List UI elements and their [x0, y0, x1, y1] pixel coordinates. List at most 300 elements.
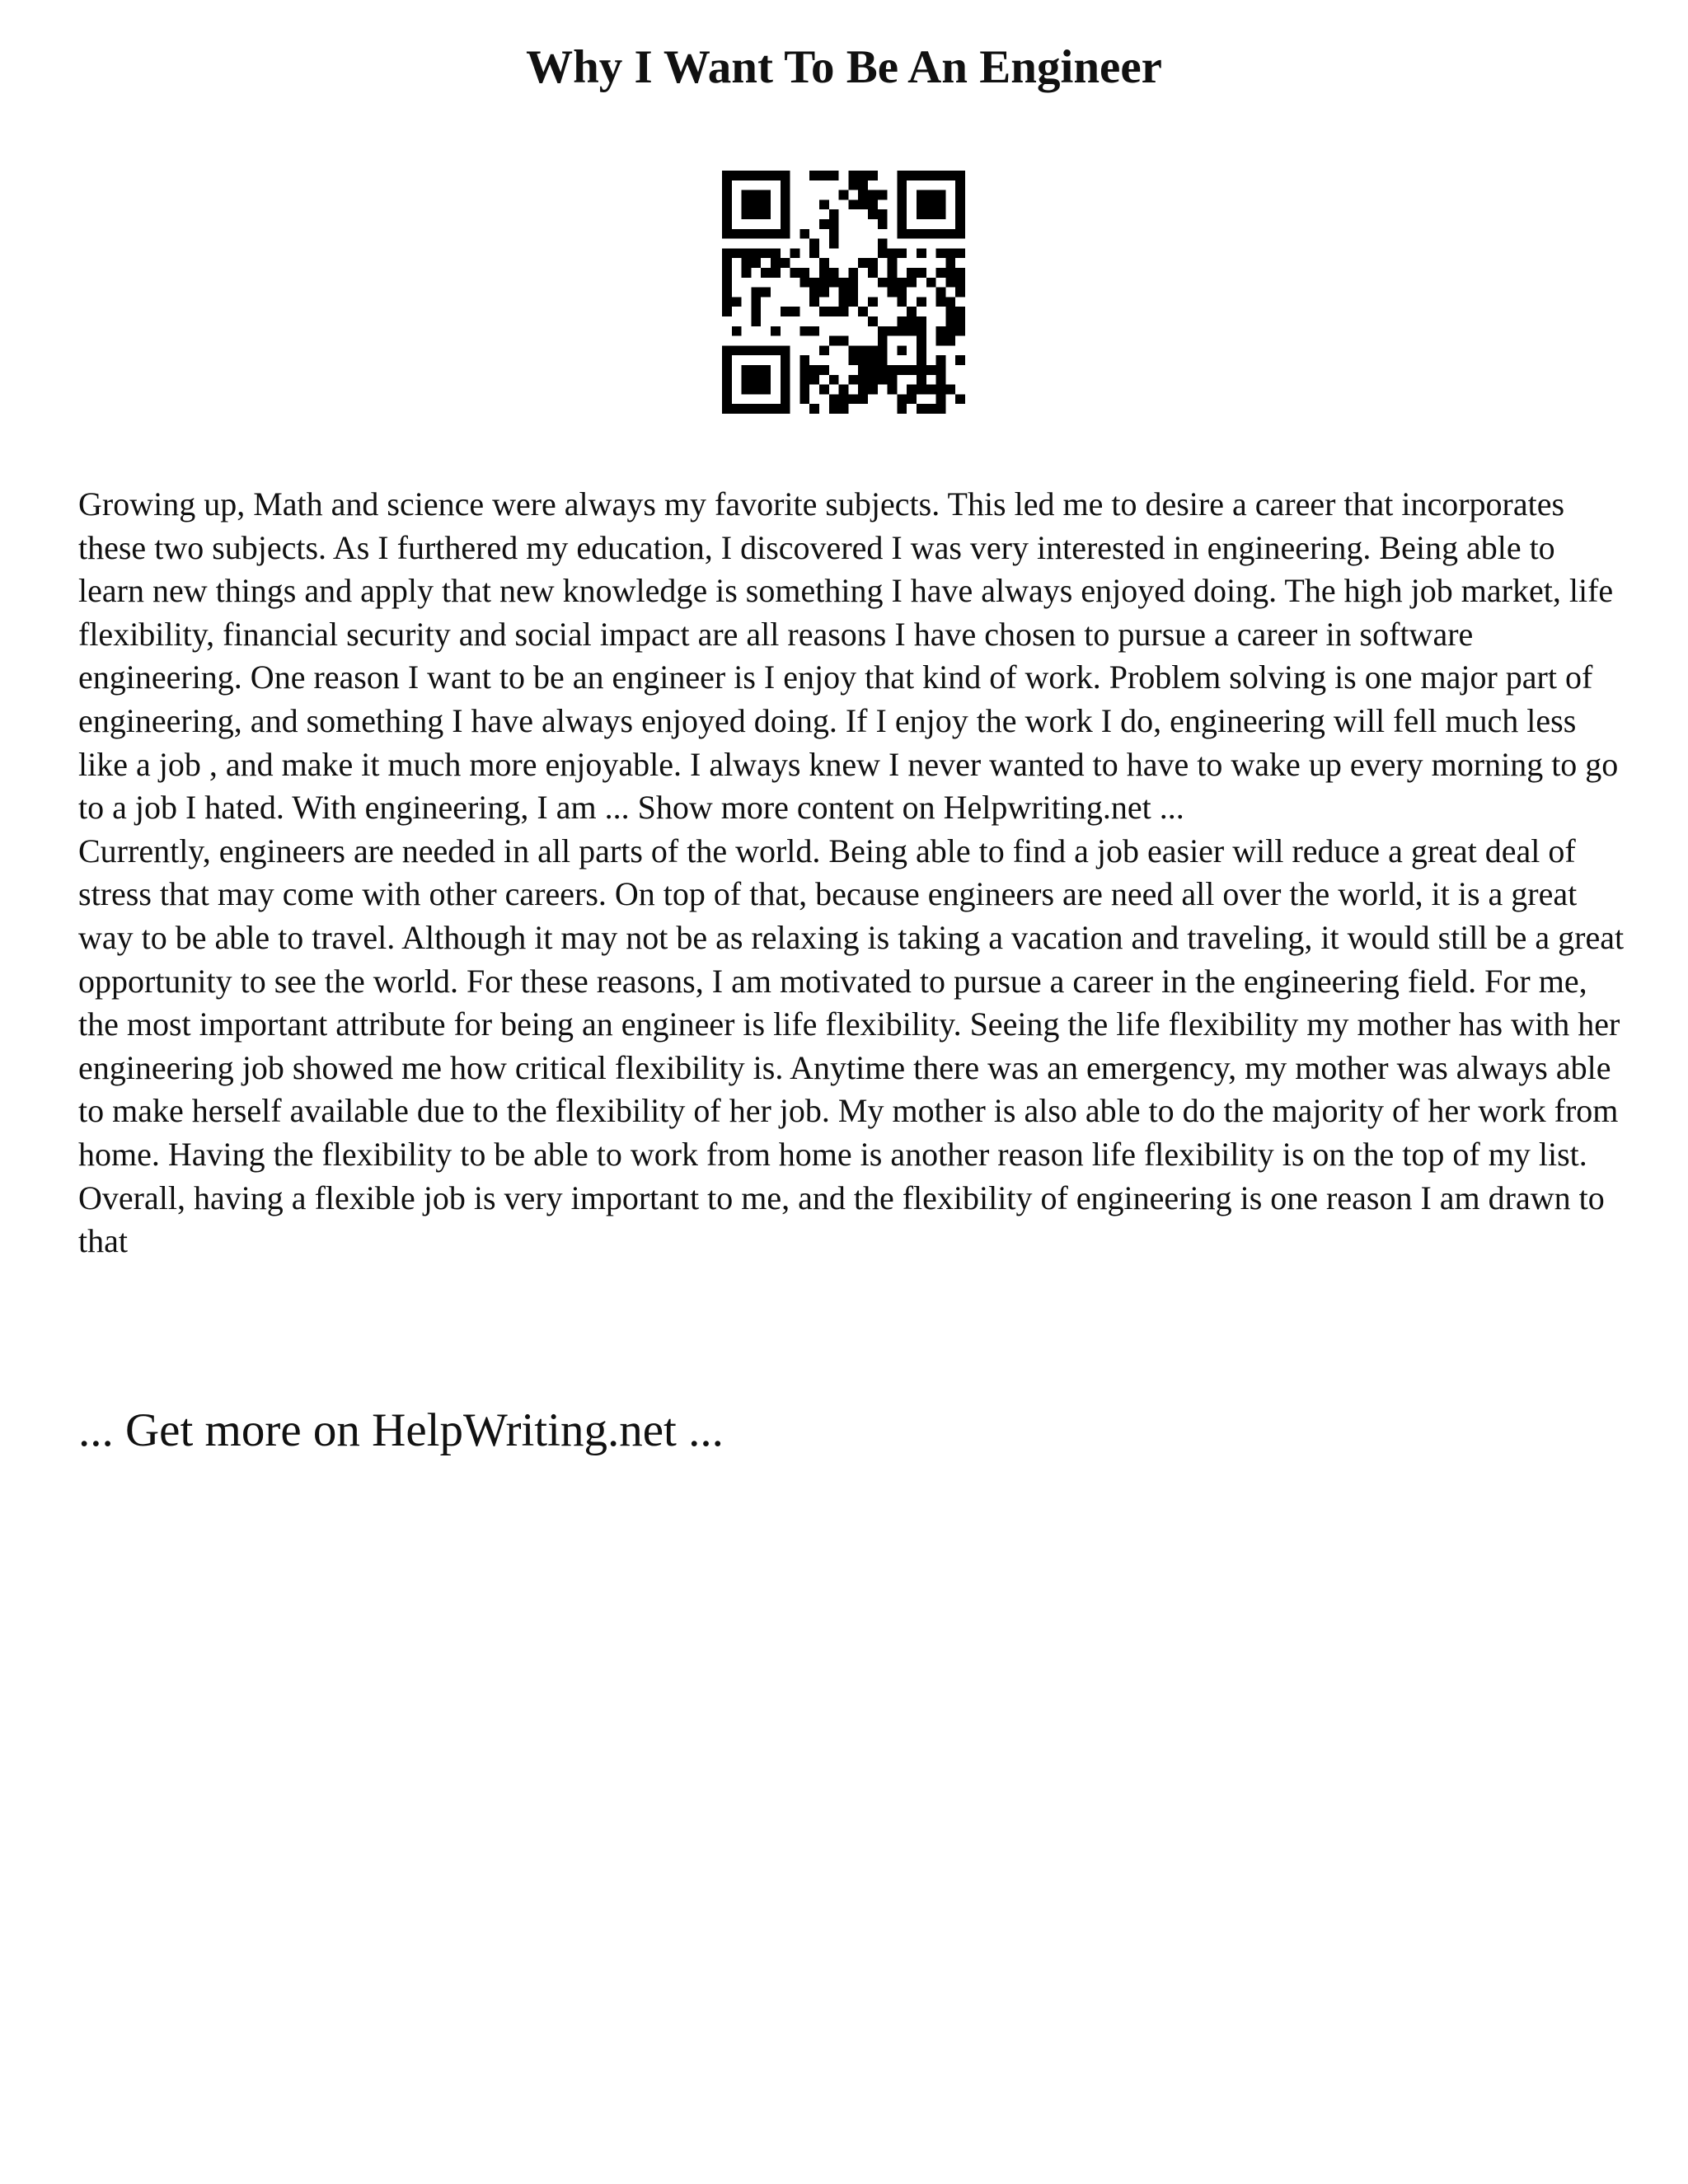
qr-module — [839, 297, 849, 307]
qr-module — [829, 375, 839, 385]
qr-module — [917, 190, 926, 200]
qr-module — [848, 278, 858, 288]
qr-module — [799, 385, 809, 395]
qr-module — [809, 239, 819, 249]
qr-module — [868, 297, 878, 307]
qr-module — [936, 297, 946, 307]
qr-module — [848, 180, 858, 190]
qr-module — [771, 248, 781, 258]
qr-module — [945, 307, 955, 316]
qr-module — [799, 268, 809, 278]
qr-module — [917, 355, 926, 365]
qr-module — [897, 326, 907, 336]
qr-module — [897, 345, 907, 355]
qr-module — [926, 171, 936, 180]
qr-module — [888, 268, 898, 278]
qr-module — [799, 394, 809, 404]
qr-module — [955, 209, 965, 219]
qr-module — [897, 297, 907, 307]
qr-module — [945, 258, 955, 268]
qr-module — [722, 171, 732, 180]
qr-module — [868, 258, 878, 268]
qr-module — [945, 336, 955, 346]
qr-module — [722, 248, 732, 258]
qr-module — [771, 326, 781, 336]
qr-module — [897, 219, 907, 229]
qr-module — [819, 307, 829, 316]
qr-module — [790, 268, 800, 278]
qr-module — [742, 199, 752, 209]
qr-module — [809, 326, 819, 336]
qr-module — [722, 209, 732, 219]
qr-module — [722, 258, 732, 268]
qr-module — [878, 190, 888, 200]
qr-module — [917, 297, 926, 307]
qr-module — [868, 209, 878, 219]
qr-module — [722, 375, 732, 385]
qr-module — [722, 297, 732, 307]
qr-module — [819, 268, 829, 278]
paragraph-2: Currently, engineers are needed in all parts of the world. Being able to find a job easier will reduce a great deal of stress that may come with other careers. On top of that, because engineers are need all over the world, it is a great way to be able to travel. Although it may not be as relaxing is taking a vacation and traveling, it would still be a great opportunity to see the world. For these reasons, I am motivated to pursue a career in the engineering field. For me, the most important attribute for being an engineer is life flexibility. Seeing the life flexibility my mother has with her engineering job showed me how critical flexibility is. Anytime there was an emergency, my mother was always able to make herself available due to the flexibility of her job. My mother is also able to do the majority of her work from home. Having the flexibility to be able to work from home is another reason life flexibility is on the top of my list. Overall, having a flexible job is very important to me, and the flexibility of engineering is one reason I am drawn to that — [78, 832, 1625, 1260]
qr-module — [907, 394, 917, 404]
qr-module — [858, 190, 868, 200]
qr-module — [878, 219, 888, 229]
qr-module — [751, 190, 761, 200]
qr-module — [936, 209, 946, 219]
qr-module — [955, 316, 965, 326]
qr-module — [771, 345, 781, 355]
qr-module — [732, 171, 742, 180]
qr-module — [936, 375, 946, 385]
qr-module — [936, 355, 946, 365]
qr-module — [878, 326, 888, 336]
qr-module — [751, 307, 761, 316]
qr-module — [809, 297, 819, 307]
qr-module — [897, 248, 907, 258]
qr-module — [955, 268, 965, 278]
qr-module — [917, 199, 926, 209]
qr-module — [858, 258, 868, 268]
qr-module — [809, 288, 819, 298]
qr-module — [781, 171, 790, 180]
qr-module — [878, 278, 888, 288]
qr-module — [897, 394, 907, 404]
qr-module — [799, 355, 809, 365]
qr-module — [936, 385, 946, 395]
qr-module — [868, 375, 878, 385]
qr-module — [799, 365, 809, 375]
qr-module — [722, 355, 732, 365]
qr-module — [858, 199, 868, 209]
qr-module — [751, 297, 761, 307]
qr-module — [829, 171, 839, 180]
qr-module — [848, 171, 858, 180]
qr-module — [907, 278, 917, 288]
qr-module — [858, 385, 868, 395]
qr-module — [888, 248, 898, 258]
qr-module — [722, 190, 732, 200]
qr-module — [936, 190, 946, 200]
qr-module — [722, 199, 732, 209]
qr-module — [868, 345, 878, 355]
qr-module — [722, 385, 732, 395]
qr-module — [761, 288, 771, 298]
qr-module — [897, 278, 907, 288]
qr-module — [926, 199, 936, 209]
qr-module — [781, 190, 790, 200]
qr-module — [955, 199, 965, 209]
qr-module — [732, 297, 742, 307]
qr-module — [790, 307, 800, 316]
qr-module — [799, 326, 809, 336]
qr-module — [742, 365, 752, 375]
qr-module — [781, 258, 790, 268]
qr-module — [771, 268, 781, 278]
qr-module — [897, 190, 907, 200]
qr-module — [897, 365, 907, 375]
qr-module — [917, 268, 926, 278]
qr-module — [819, 278, 829, 288]
get-more-link[interactable]: ... Get more on HelpWriting.net ... — [78, 1404, 724, 1456]
qr-module — [878, 239, 888, 249]
qr-module — [926, 365, 936, 375]
qr-module — [722, 307, 732, 316]
qr-module — [907, 365, 917, 375]
qr-module — [819, 288, 829, 298]
qr-module — [858, 180, 868, 190]
qr-module — [839, 394, 849, 404]
qr-module — [839, 385, 849, 395]
qr-module — [917, 171, 926, 180]
qr-module — [897, 404, 907, 414]
qr-module — [878, 209, 888, 219]
qr-module — [742, 268, 752, 278]
qr-module — [945, 297, 955, 307]
qr-module — [839, 288, 849, 298]
qr-module — [819, 345, 829, 355]
qr-module — [761, 199, 771, 209]
qr-module — [819, 365, 829, 375]
qr-module — [945, 278, 955, 288]
qr-module — [819, 219, 829, 229]
qr-module — [926, 209, 936, 219]
qr-module — [917, 326, 926, 336]
qr-module — [868, 171, 878, 180]
qr-module — [809, 375, 819, 385]
qr-module — [936, 326, 946, 336]
qr-code-icon — [722, 171, 965, 414]
qr-module — [742, 209, 752, 219]
qr-module — [732, 404, 742, 414]
qr-module — [917, 229, 926, 239]
qr-module — [926, 190, 936, 200]
qr-module — [955, 278, 965, 288]
qr-module — [945, 248, 955, 258]
qr-module — [781, 365, 790, 375]
qr-module — [751, 209, 761, 219]
qr-module — [761, 385, 771, 395]
qr-module — [809, 278, 819, 288]
qr-module — [858, 345, 868, 355]
qr-module — [907, 307, 917, 316]
qr-module — [907, 229, 917, 239]
qr-module — [751, 171, 761, 180]
qr-module — [742, 190, 752, 200]
qr-module — [751, 345, 761, 355]
qr-module — [732, 345, 742, 355]
qr-module — [848, 297, 858, 307]
qr-module — [809, 404, 819, 414]
qr-module — [781, 375, 790, 385]
qr-module — [722, 394, 732, 404]
qr-module — [819, 199, 829, 209]
qr-module — [907, 385, 917, 395]
qr-module — [829, 209, 839, 219]
qr-module — [888, 278, 898, 288]
qr-module — [945, 316, 955, 326]
qr-module — [888, 326, 898, 336]
qr-module — [751, 316, 761, 326]
qr-module — [955, 190, 965, 200]
qr-module — [799, 229, 809, 239]
qr-module — [761, 404, 771, 414]
qr-module — [781, 385, 790, 395]
qr-module — [751, 404, 761, 414]
qr-module — [751, 258, 761, 268]
qr-module — [945, 385, 955, 395]
qr-module — [955, 394, 965, 404]
qr-module — [907, 268, 917, 278]
qr-module — [848, 199, 858, 209]
qr-module — [936, 288, 946, 298]
qr-module — [917, 385, 926, 395]
qr-module — [868, 268, 878, 278]
qr-module — [781, 355, 790, 365]
qr-module — [761, 375, 771, 385]
qr-module — [722, 288, 732, 298]
qr-module — [839, 307, 849, 316]
qr-module — [751, 199, 761, 209]
qr-module — [917, 209, 926, 219]
qr-module — [848, 268, 858, 278]
qr-module — [742, 248, 752, 258]
qr-module — [829, 404, 839, 414]
qr-module — [897, 229, 907, 239]
qr-module — [761, 365, 771, 375]
qr-module — [868, 385, 878, 395]
qr-module — [839, 404, 849, 414]
qr-module — [829, 268, 839, 278]
qr-module — [907, 316, 917, 326]
qr-module — [761, 345, 771, 355]
qr-module — [751, 248, 761, 258]
qr-module — [848, 288, 858, 298]
page-title: Why I Want To Be An Engineer — [526, 41, 1162, 93]
qr-module — [878, 345, 888, 355]
qr-module — [936, 336, 946, 346]
qr-module — [878, 248, 888, 258]
qr-module — [917, 404, 926, 414]
qr-module — [761, 229, 771, 239]
qr-module — [761, 248, 771, 258]
qr-module — [936, 171, 946, 180]
qr-module — [897, 180, 907, 190]
qr-module — [742, 258, 752, 268]
qr-module — [955, 355, 965, 365]
qr-module — [868, 199, 878, 209]
qr-module — [771, 404, 781, 414]
qr-module — [742, 229, 752, 239]
qr-module — [829, 229, 839, 239]
qr-module — [722, 278, 732, 288]
qr-module — [917, 248, 926, 258]
qr-module — [936, 404, 946, 414]
qr-module — [781, 229, 790, 239]
qr-module — [955, 288, 965, 298]
qr-module — [917, 345, 926, 355]
qr-module — [936, 248, 946, 258]
qr-module — [848, 375, 858, 385]
qr-module — [917, 336, 926, 346]
qr-module — [945, 171, 955, 180]
qr-module — [781, 307, 790, 316]
qr-module — [742, 385, 752, 395]
qr-module — [732, 229, 742, 239]
qr-module — [868, 365, 878, 375]
qr-module — [858, 355, 868, 365]
qr-module — [897, 316, 907, 326]
qr-module — [955, 171, 965, 180]
qr-module — [781, 404, 790, 414]
qr-module — [722, 180, 732, 190]
qr-module — [781, 345, 790, 355]
qr-module — [809, 248, 819, 258]
qr-module — [732, 326, 742, 336]
qr-module — [888, 365, 898, 375]
qr-module — [829, 394, 839, 404]
qr-module — [829, 307, 839, 316]
qr-module — [955, 326, 965, 336]
qr-module — [722, 219, 732, 229]
qr-module — [809, 171, 819, 180]
qr-module — [819, 385, 829, 395]
qr-module — [878, 355, 888, 365]
qr-module — [858, 307, 868, 316]
qr-module — [742, 404, 752, 414]
qr-module — [781, 219, 790, 229]
qr-module — [848, 345, 858, 355]
qr-module — [761, 171, 771, 180]
qr-module — [781, 209, 790, 219]
qr-module — [936, 394, 946, 404]
qr-module — [819, 171, 829, 180]
qr-module — [878, 365, 888, 375]
qr-module — [888, 375, 898, 385]
qr-module — [732, 248, 742, 258]
qr-module — [945, 268, 955, 278]
qr-module — [868, 355, 878, 365]
qr-module — [945, 326, 955, 336]
qr-module — [858, 394, 868, 404]
qr-module — [790, 248, 800, 258]
qr-module — [848, 394, 858, 404]
qr-module — [829, 278, 839, 288]
qr-module — [858, 365, 868, 375]
qr-module — [955, 229, 965, 239]
qr-module — [848, 355, 858, 365]
qr-module — [799, 278, 809, 288]
qr-module — [722, 229, 732, 239]
qr-module — [722, 404, 732, 414]
qr-module — [907, 326, 917, 336]
qr-module — [751, 385, 761, 395]
qr-module — [955, 180, 965, 190]
qr-module — [926, 278, 936, 288]
qr-module — [878, 375, 888, 385]
qr-module — [955, 248, 965, 258]
qr-module — [945, 229, 955, 239]
qr-module — [926, 404, 936, 414]
qr-module — [742, 171, 752, 180]
qr-module — [955, 307, 965, 316]
qr-module — [761, 268, 771, 278]
qr-module — [742, 375, 752, 385]
qr-module — [829, 219, 839, 229]
qr-code-graphic — [722, 171, 965, 414]
qr-module — [781, 180, 790, 190]
qr-module — [751, 365, 761, 375]
qr-module — [888, 385, 898, 395]
qr-module — [839, 278, 849, 288]
qr-module — [839, 336, 849, 346]
qr-module — [936, 268, 946, 278]
qr-module — [917, 365, 926, 375]
qr-module — [799, 375, 809, 385]
qr-module — [868, 190, 878, 200]
qr-module — [829, 336, 839, 346]
qr-module — [839, 190, 849, 200]
qr-module — [781, 394, 790, 404]
qr-module — [897, 209, 907, 219]
essay-body — [78, 483, 1628, 1263]
qr-module — [751, 375, 761, 385]
qr-module — [907, 171, 917, 180]
qr-module — [722, 268, 732, 278]
qr-module — [878, 336, 888, 346]
qr-module — [936, 229, 946, 239]
qr-module — [819, 258, 829, 268]
qr-module — [868, 316, 878, 326]
qr-module — [936, 365, 946, 375]
qr-module — [917, 375, 926, 385]
qr-module — [829, 239, 839, 249]
qr-module — [917, 316, 926, 326]
qr-module — [858, 171, 868, 180]
paragraph-1: Growing up, Math and science were always my favorite subjects. This led me to desire a career that incorporates these two subjects. As I furthered my education, I discovered I was very interested in engineering. Being able to learn new things and apply that new knowledge is something I have always enjoyed doing. The high job market, life flexibility, financial security and social impact are all reasons I have chosen to pursue a career in software engineering. One reason I want to be an engineer is I enjoy that kind of work. Problem solving is one major part of engineering, and something I have always enjoyed doing. If I enjoy the work I do, engineering will fell much less like a job , and make it much more enjoyable. I always knew I never wanted to have to wake up every morning to go to a job I hated. With engineering, I am ... Show more content on Helpwriting.net ... — [78, 485, 1619, 827]
qr-module — [888, 288, 898, 298]
qr-module — [926, 229, 936, 239]
qr-module — [751, 229, 761, 239]
qr-module — [926, 385, 936, 395]
qr-module — [858, 375, 868, 385]
qr-module — [897, 199, 907, 209]
qr-module — [761, 190, 771, 200]
qr-module — [936, 199, 946, 209]
qr-module — [771, 171, 781, 180]
qr-module — [809, 365, 819, 375]
qr-module — [722, 365, 732, 375]
qr-module — [751, 288, 761, 298]
